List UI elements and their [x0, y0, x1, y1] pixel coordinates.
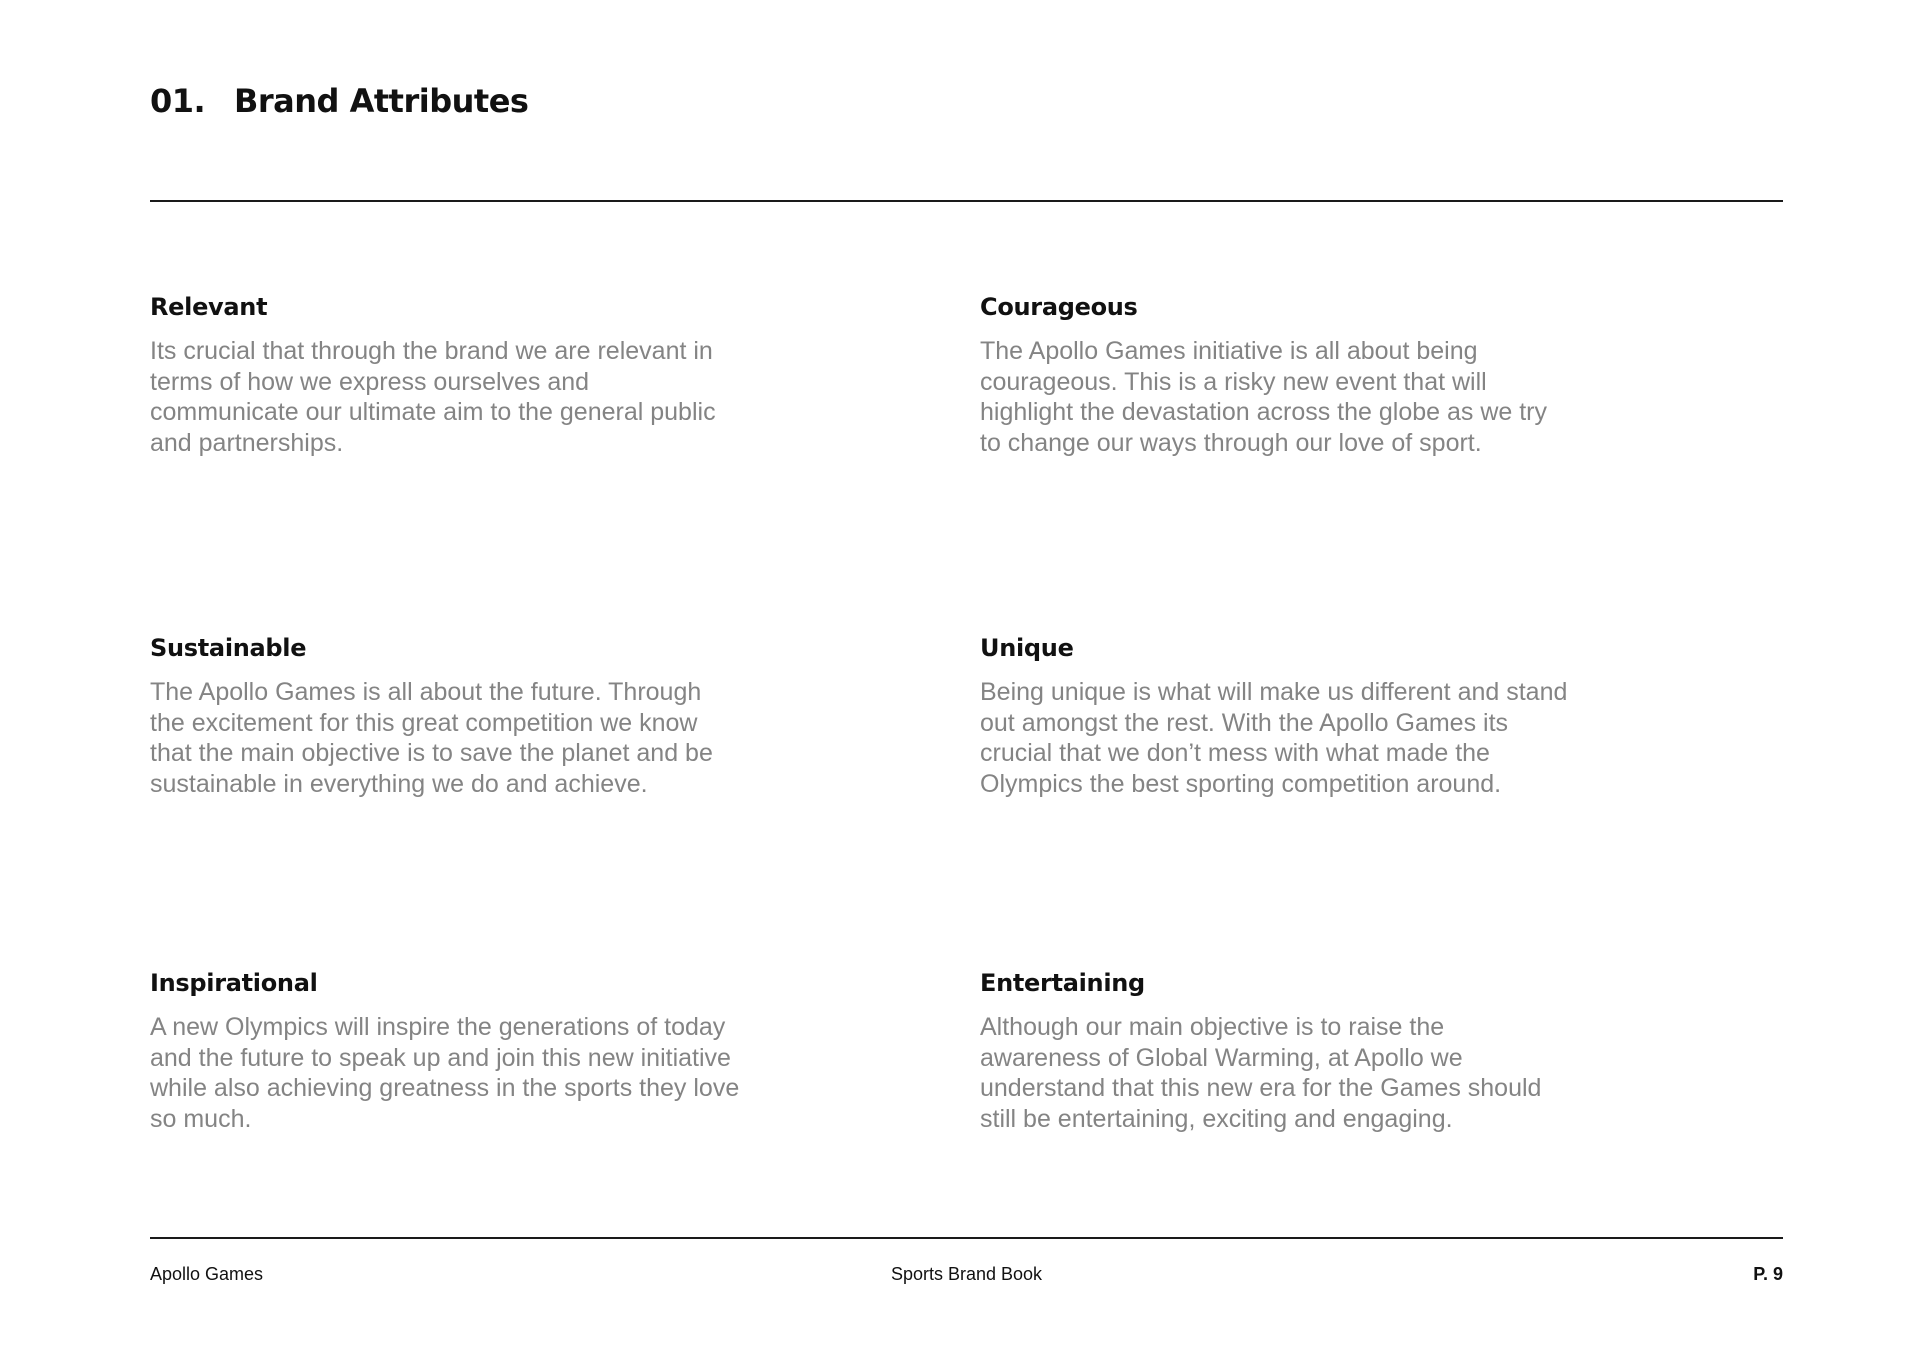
- attribute-courageous: [980, 292, 1580, 458]
- attribute-sustainable: [150, 633, 750, 799]
- attribute-title: Courageous: [980, 293, 1138, 321]
- attribute-relevant: [150, 292, 750, 458]
- footer-divider: [150, 1237, 1783, 1239]
- footer-document-title: Sports Brand Book: [890, 1264, 1043, 1284]
- attribute-description: Although our main objective is to raise the awareness of Global Warming, at Apollo we understand that this new era for the Games should still be entertaining, exciting and engaging.: [980, 1013, 1542, 1133]
- attribute-title: Unique: [980, 634, 1074, 662]
- attribute-title: Entertaining: [980, 969, 1145, 997]
- section-number: 01.: [150, 82, 206, 120]
- section-header: [150, 82, 528, 120]
- header-divider: [150, 200, 1783, 202]
- attribute-description: Its crucial that through the brand we are relevant in terms of how we express ourselves and communicate our ultimate aim to the general public and partnerships.: [150, 337, 716, 457]
- footer-brand-name: Apollo Games: [150, 1264, 264, 1284]
- attribute-description: A new Olympics will inspire the generations of today and the future to speak up and join this new initiative while also achieving greatness in the sports they love so much.: [150, 1013, 740, 1133]
- attribute-entertaining: [980, 968, 1580, 1134]
- attribute-inspirational: [150, 968, 750, 1134]
- attribute-title: Inspirational: [150, 969, 318, 997]
- attribute-description: The Apollo Games initiative is all about being courageous. This is a risky new event that will highlight the devastation across the globe as we try to change our ways through our love of sport.: [980, 337, 1548, 457]
- page-number: P. 9: [1753, 1264, 1783, 1284]
- attribute-unique: [980, 633, 1580, 799]
- attribute-description: The Apollo Games is all about the future. Through the excitement for this great competition we know that the main objective is to save the planet and be sustainable in everything we do and achieve.: [150, 678, 713, 798]
- page-title: Brand Attributes: [234, 82, 529, 120]
- attribute-description: Being unique is what will make us different and stand out amongst the rest. With the Apollo Games its crucial that we don’t mess with what made the Olympics the best sporting competition around.: [980, 678, 1568, 798]
- attribute-title: Relevant: [150, 293, 268, 321]
- attribute-title: Sustainable: [150, 634, 307, 662]
